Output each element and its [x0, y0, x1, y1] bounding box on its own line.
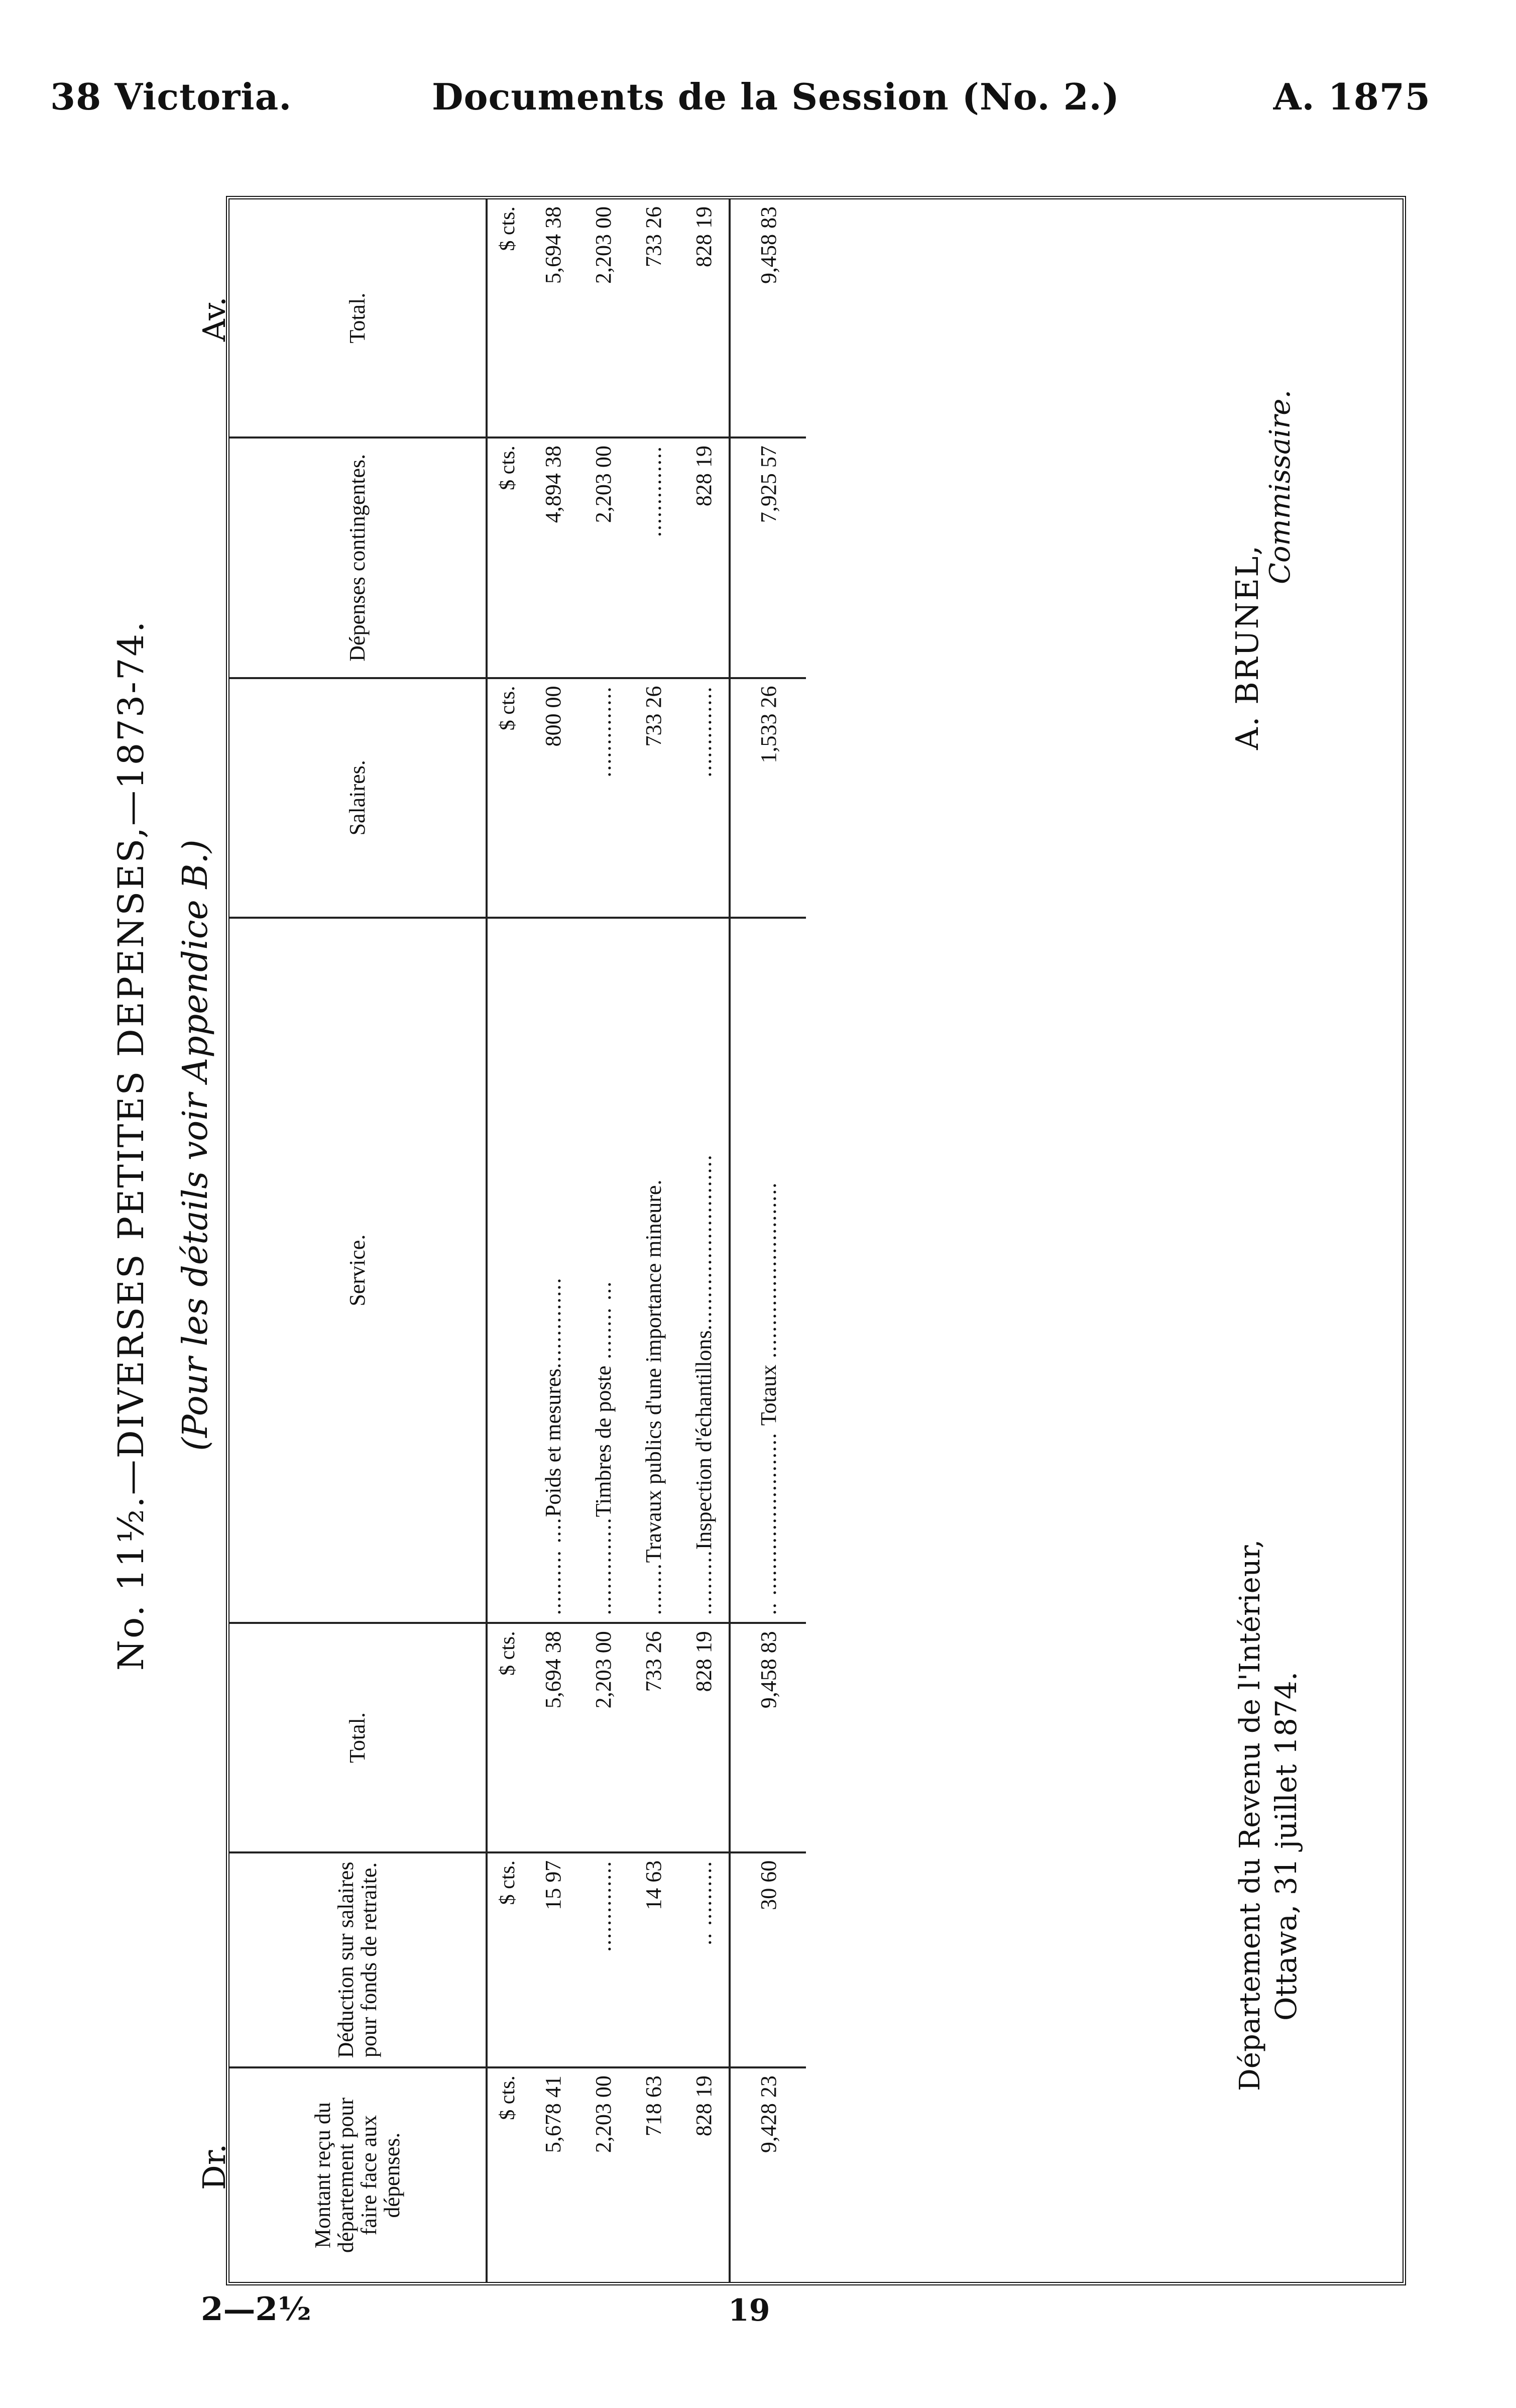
cell-contingent: 2,203 00 [578, 437, 628, 678]
cell-received: 2,203 00 [591, 2075, 616, 2153]
cell-service: ........Travaux publics d'une importance mineure. [628, 918, 678, 1623]
cell-salaries: .............. [678, 678, 730, 918]
rotated-content [75, 191, 1406, 2301]
cell-salaries: 733 26 [628, 678, 678, 918]
signer-name: A. BRUNEL, [1229, 544, 1265, 750]
place-date: Ottawa, 31 juillet 1874. [1269, 1671, 1303, 2021]
cell-total: 5,694 38 [528, 1623, 578, 1852]
cell-contingent: 4,894 38 [528, 437, 578, 678]
table-row [578, 199, 628, 2282]
col-deduction: Déduction sur salaires pour fonds de retraite. [229, 1852, 487, 2067]
footer-signature-mark: 2—2½ [201, 2290, 311, 2328]
cell-deduction: 14 63 [628, 1852, 678, 2067]
signer-title: Commissaire. [1264, 389, 1297, 584]
department-name: Département du Revenu de l'Intérieur, [1234, 1539, 1266, 2091]
statement-subtitle: (Pour les détails voir Appendice B.) [176, 839, 215, 1451]
cell-deduction: .............. [578, 1852, 628, 2067]
col-received: Montant reçu du département pour faire face aux dépenses. [310, 2097, 405, 2253]
debit-label: Dr. [196, 2143, 232, 2190]
expense-table [229, 199, 806, 2282]
table-row [678, 199, 730, 2282]
total-total-2: 9,458 83 [730, 199, 806, 437]
cell-deduction: .. .......... [678, 1852, 730, 2067]
cell-total: 2,203 00 [578, 1623, 628, 1852]
unit-blank [487, 918, 528, 1623]
cell-total-2: 733 26 [628, 199, 678, 437]
cell-received: 718 63 [641, 2075, 666, 2137]
page-number: 19 [728, 2293, 770, 2328]
col-contingent: Dépenses contingentes. [229, 437, 487, 678]
cell-contingent: 828 19 [678, 437, 730, 678]
statement-table-frame [226, 196, 1406, 2285]
cell-contingent: .............. [628, 437, 678, 678]
cell-service: .......... ....Poids et mesures.............. [528, 918, 578, 1623]
col-total: Total. [229, 1623, 487, 1852]
total-received: 9,428 23 [730, 2067, 806, 2282]
header-volume: A. 1875 [1273, 75, 1431, 118]
cell-total: 828 19 [678, 1623, 730, 1852]
unit-label: $ cts. [487, 1852, 528, 2067]
cell-service: ..........Inspection d'échantillons........................... [678, 918, 730, 1623]
total-total: 9,458 83 [730, 1623, 806, 1852]
table-header-row [229, 199, 487, 2282]
table-row [528, 199, 578, 2282]
cell-total-2: 828 19 [678, 199, 730, 437]
cell-service: ...............Timbres de poste ........ ... [578, 918, 628, 1623]
statement-title: No. 11½.—DIVERSES PETITES DEPENSES,—1873-74. [110, 619, 152, 1671]
cell-received: 5,678 41 [540, 2075, 565, 2153]
total-contingent: 7,925 57 [730, 437, 806, 678]
cell-salaries: .............. [578, 678, 628, 918]
unit-label: $ cts. [487, 437, 528, 678]
col-salaries: Salaires. [229, 678, 487, 918]
total-service: .. ......................... Totaux ........................... [730, 918, 806, 1623]
total-deduction: 30 60 [730, 1852, 806, 2067]
header-document-title: Documents de la Session (No. 2.) [432, 75, 1120, 118]
cell-deduction: 15 97 [528, 1852, 578, 2067]
cell-received: 828 19 [691, 2075, 716, 2137]
cell-total: 733 26 [628, 1623, 678, 1852]
totals-row [730, 199, 806, 2282]
header-session-year: 38 Victoria. [50, 75, 292, 118]
unit-label: $ cts. [487, 199, 528, 437]
col-total-2: Total. [229, 199, 487, 437]
cell-salaries: 800 00 [528, 678, 578, 918]
credit-label: Av. [196, 296, 232, 342]
cell-total-2: 5,694 38 [528, 199, 578, 437]
unit-label: $ cts. [487, 2067, 528, 2282]
total-salaries: 1,533 26 [730, 678, 806, 918]
unit-label: $ cts. [487, 678, 528, 918]
cell-total-2: 2,203 00 [578, 199, 628, 437]
table-row [628, 199, 678, 2282]
col-service: Service. [229, 918, 487, 1623]
unit-label: $ cts. [487, 1623, 528, 1852]
unit-row [487, 199, 528, 2282]
